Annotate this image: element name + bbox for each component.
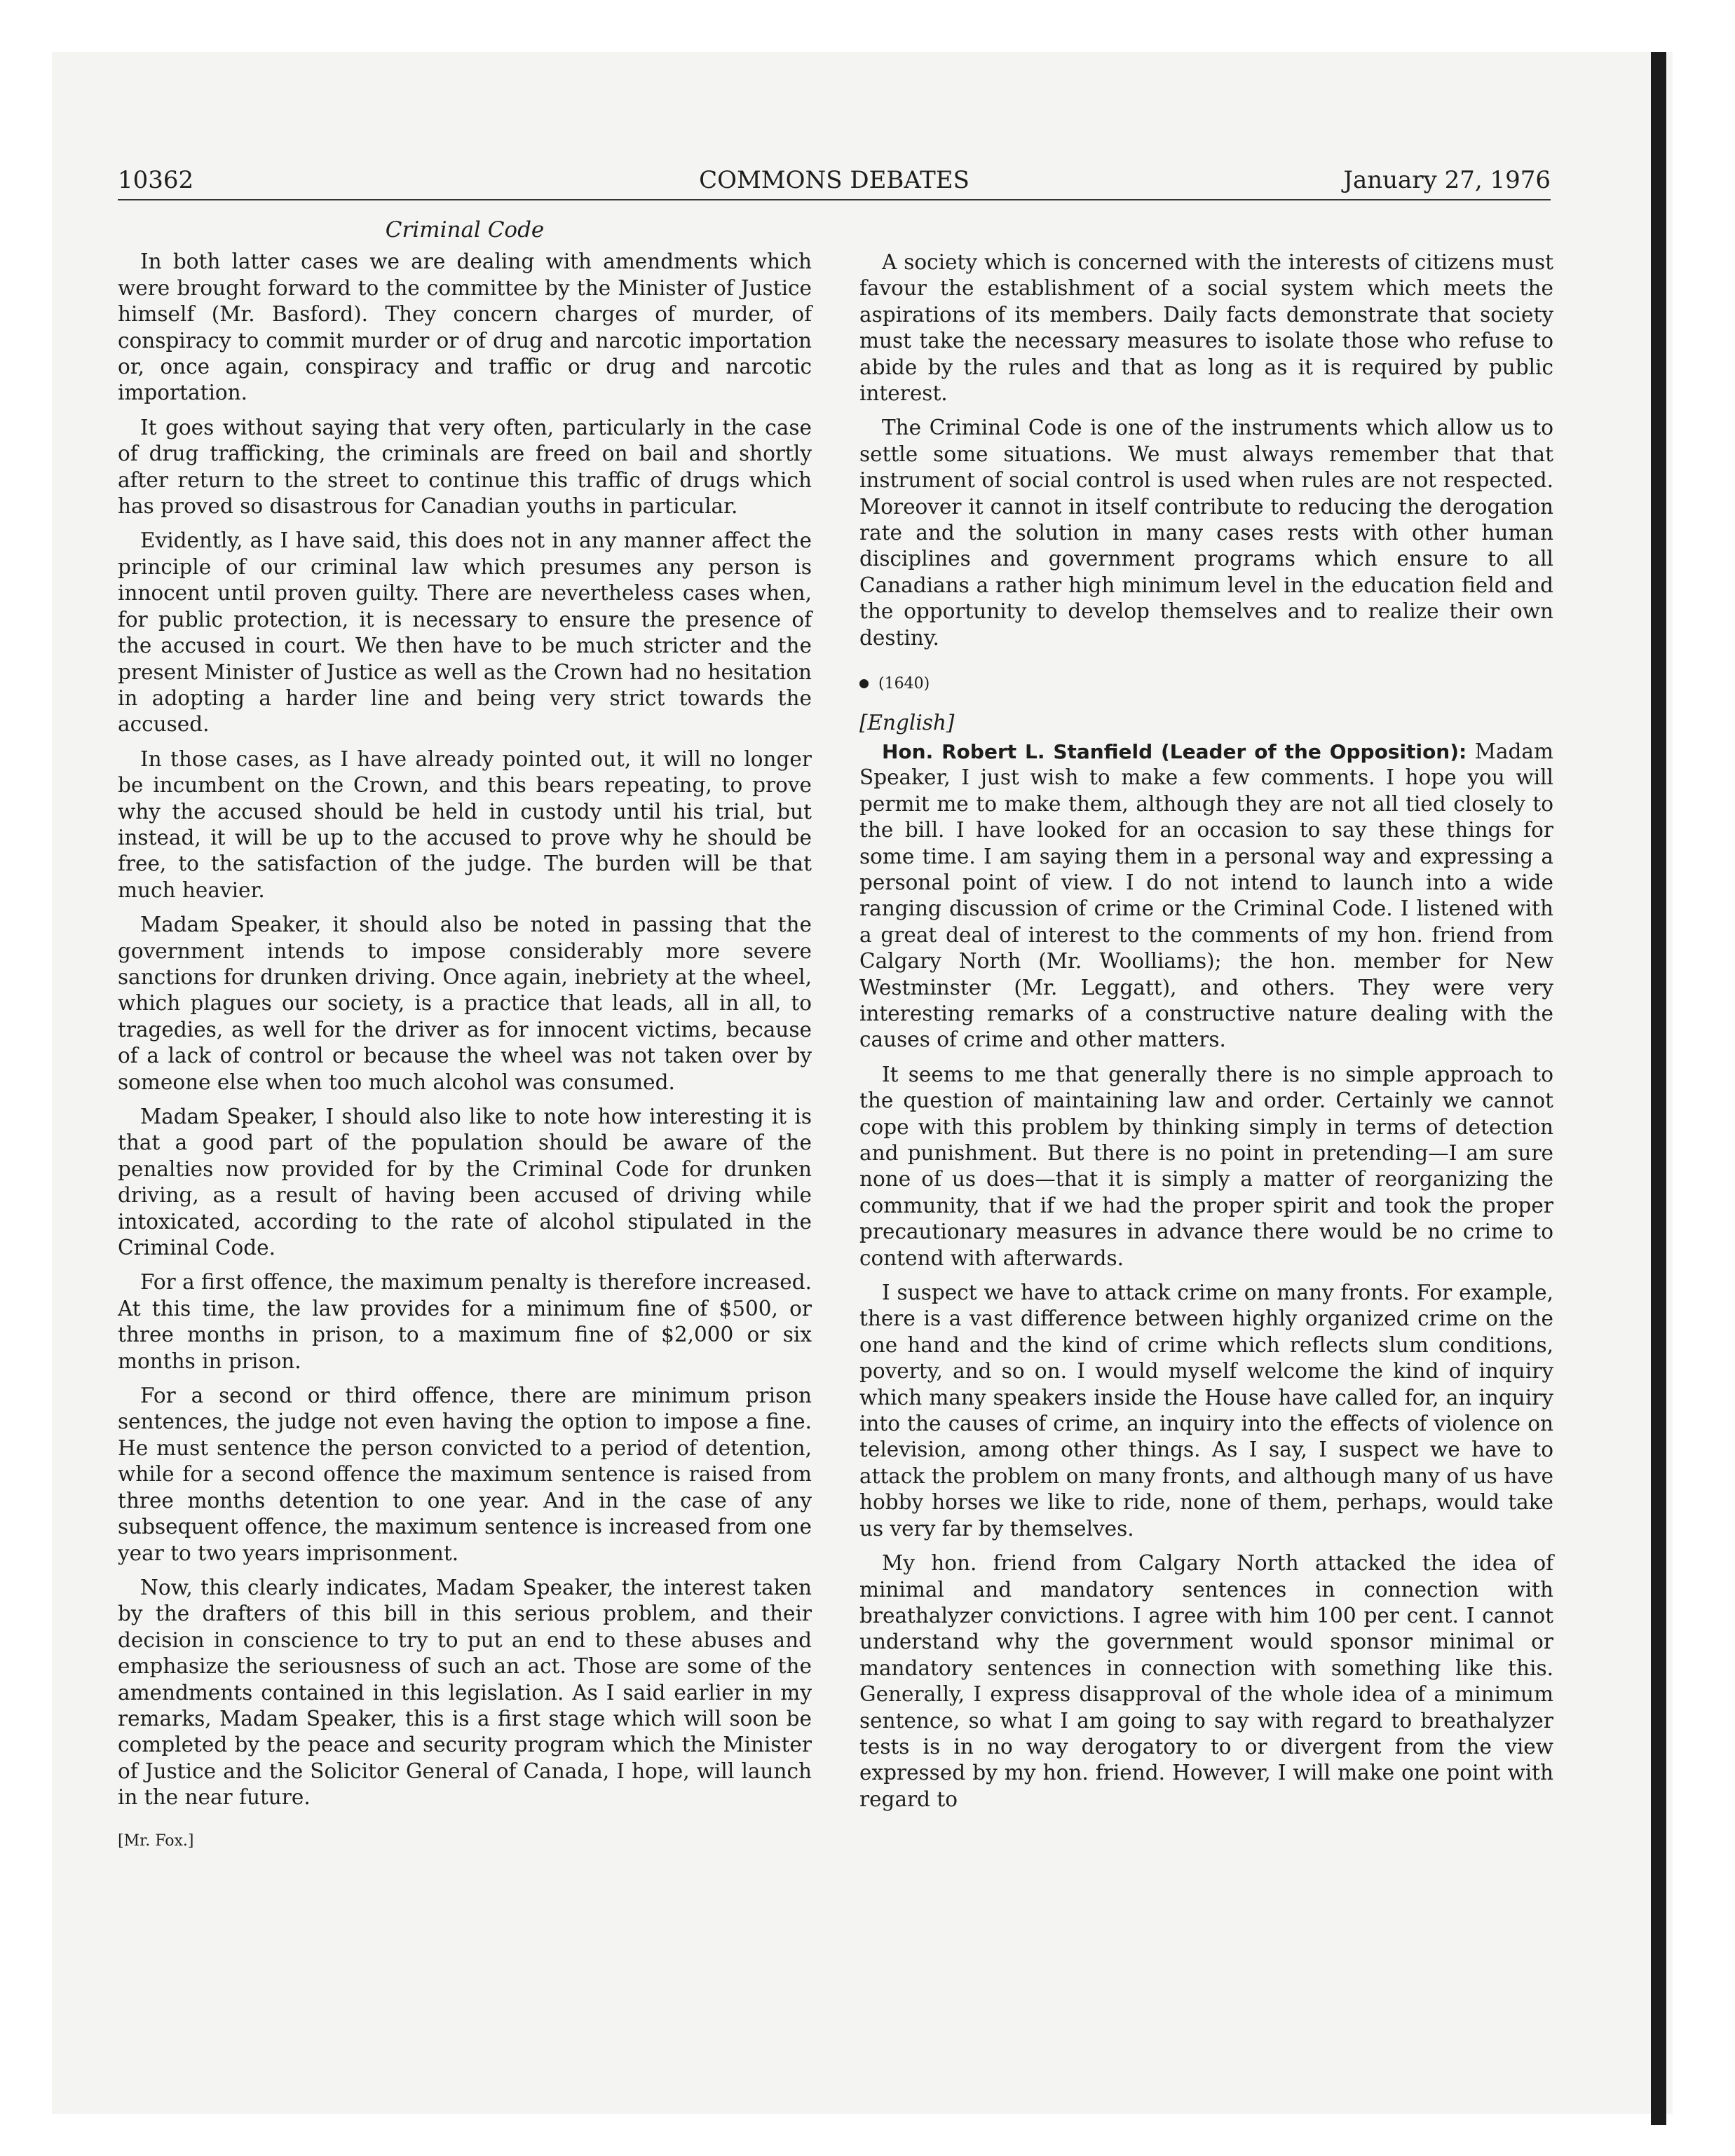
page-number: 10362 bbox=[118, 166, 194, 194]
speaker-text: Madam Speaker, I just wish to make a few comments. I hope you will permit me to make them, although they are not all tied closely to the bill. I have looked for an occasion to say these things for some time. I am saying them in a personal way and expressing a personal point of view. I do not intend to launch into a wide ranging discussion of crime or the Criminal Code. I listened with a great deal of interest to the comments of my hon. friend from Calgary North (Mr. Woolliams); the hon. member for New Westminster (Mr. Leggatt), and others. They were very interesting remarks of a constructive nature dealing with the causes of crime and other matters. bbox=[859, 739, 1553, 1052]
section-subheading: Criminal Code bbox=[385, 217, 545, 243]
paragraph: I suspect we have to attack crime on many fronts. For example, there is a vast difference between highly organized crime on the one hand and the kind of crime which reflects slum conditions, poverty, and so on. I would myself welcome the kind of inquiry which many speakers inside the House have called for, an inquiry into the causes of crime, an inquiry into the effects of violence on television, among other things. As I say, I suspect we have to attack the problem on many fronts, and although many of us have hobby horses we like to ride, none of them, perhaps, would take us very far by themselves. bbox=[859, 1281, 1553, 1541]
paragraph: Madam Speaker, I should also like to note how interesting it is that a good part of the population should be aware of the penalties now provided for by the Criminal Code for drunken driving, as a result of having been accused of driving while intoxicated, according to the rate of alcohol stipulated in the Criminal Code. bbox=[118, 1105, 812, 1260]
paragraph: It seems to me that generally there is no simple approach to the question of maintaining law and order. Certainly we cannot cope with this problem by thinking simply in terms of detection and punishment. But there is no point in pretending—I am sure none of us does—that it is simply a matter of reorganizing the community, that if we had the proper spirit and took the proper precautionary measures in advance there would be no crime to contend with afterwards. bbox=[859, 1062, 1553, 1270]
scan-edge-shadow bbox=[1651, 52, 1666, 2125]
speaker-name: Hon. Robert L. Stanfield (Leader of the Opposition): bbox=[882, 739, 1467, 763]
page-header bbox=[118, 161, 1551, 200]
bullet-icon bbox=[859, 679, 869, 688]
document-page bbox=[118, 161, 1551, 1956]
paragraph: A society which is concerned with the interests of citizens must favour the establishment of a social system which meets the aspirations of its members. Daily facts demonstrate that society must take the necessary measures to isolate those who refuse to abide by the rules and that as long as it is required by public interest. bbox=[859, 250, 1553, 406]
timestamp-marker bbox=[859, 671, 1553, 697]
paragraph: My hon. friend from Calgary North attacked the idea of minimal and mandatory sentences in connection with breathalyzer convictions. I agree with him 100 per cent. I cannot understand why the government would sponsor minimal or mandatory sentences in connection with something like this. Generally, I express disapproval of the whole idea of a minimum sentence, so what I am going to say with regard to breathalyzer tests is in no way derogatory to or divergent from the view expressed by my hon. friend. However, I will make one point with regard to bbox=[859, 1551, 1553, 1811]
left-column bbox=[118, 217, 812, 1854]
paragraph: In those cases, as I have already pointed out, it will no longer be incumbent on the Crown, and this bears repeating, to prove why the accused should be held in custody until his trial, but instead, it will be up to the accused to prove why he should be free, to the satisfaction of the judge. The burden will be that much heavier. bbox=[118, 746, 812, 902]
timestamp-text: (1640) bbox=[878, 675, 930, 693]
paragraph: The Criminal Code is one of the instruments which allow us to settle some situations. We must always remember that that instrument of social control is used when rules are not respected. Moreover it cannot in itself contribute to reducing the derogation rate and the solution in many cases rests with other human disciplines and government programs which ensure to all Canadians a rather high minimum level in the education field and the opportunity to develop themselves and to realize their own destiny. bbox=[859, 416, 1553, 650]
paragraph: For a second or third offence, there are minimum prison sentences, the judge not even having the option to impose a fine. He must sentence the person convicted to a period of detention, while for a second offence the maximum sentence is raised from three months detention to one year. And in the case of any subsequent offence, the maximum sentence is increased from one year to two years imprisonment. bbox=[118, 1384, 812, 1565]
language-marker: [English] bbox=[859, 710, 955, 735]
right-column bbox=[859, 250, 1553, 1821]
paragraph: Now, this clearly indicates, Madam Speaker, the interest taken by the drafters of this bill in this serious problem, and their decision in conscience to try to put an end to these abuses and emphasize the seriousness of such an act. Those are some of the amendments contained in this legislation. As I said earlier in my remarks, Madam Speaker, this is a first stage which will soon be completed by the peace and security program which the Minister of Justice and the Solicitor General of Canada, I hope, will launch in the near future. bbox=[118, 1575, 812, 1810]
speaker-footnote: [Mr. Fox.] bbox=[118, 1831, 194, 1850]
publication-date: January 27, 1976 bbox=[1343, 166, 1551, 194]
paragraph: Evidently, as I have said, this does not in any manner affect the principle of our criminal law which presumes any person is innocent until proven guilty. There are nevertheless cases when, for public protection, it is necessary to ensure the presence of the accused in court. We then have to be much stricter and the present Minister of Justice as well as the Crown had no hesitation in adopting a harder line and being very strict towards the accused. bbox=[118, 528, 812, 737]
paragraph: Madam Speaker, it should also be noted in passing that the government intends to impose considerably more severe sanctions for drunken driving. Once again, inebriety at the wheel, which plagues our society, is a practice that leads, all in all, to tragedies, as well for the driver as for innocent victims, because of a lack of control or because the wheel was not taken over by someone else when too much alcohol was consumed. bbox=[118, 913, 812, 1094]
paragraph: In both latter cases we are dealing with amendments which were brought forward to the committee by the Minister of Justice himself (Mr. Basford). They concern charges of murder, of conspiracy to commit murder or of drug and narcotic importation or, once again, conspiracy and traffic or drug and narcotic importation. bbox=[118, 250, 812, 405]
speaker-paragraph bbox=[859, 739, 1553, 1053]
paragraph: For a first offence, the maximum penalty is therefore increased. At this time, the law provides for a minimum fine of $500, or three months in prison, to a maximum fine of $2,000 or six months in prison. bbox=[118, 1270, 812, 1373]
publication-title: COMMONS DEBATES bbox=[699, 166, 969, 194]
paragraph: It goes without saying that very often, particularly in the case of drug trafficking, the criminals are freed on bail and shortly after return to the street to continue this traffic of drugs which has proved so disastrous for Canadian youths in particular. bbox=[118, 415, 812, 519]
